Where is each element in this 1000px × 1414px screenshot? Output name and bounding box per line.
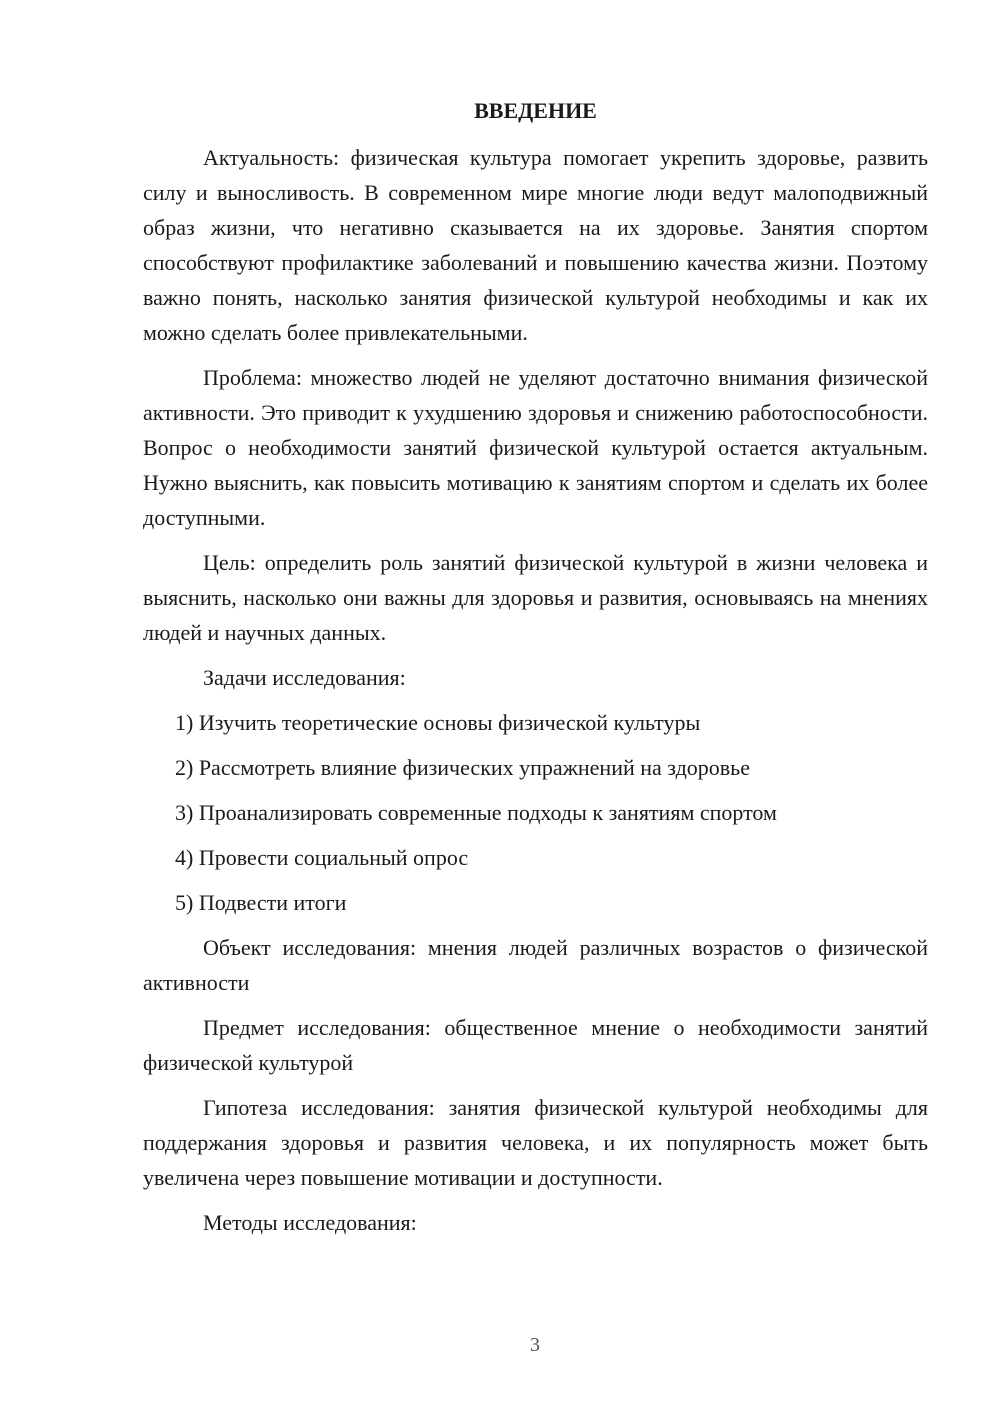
list-item-task-1: 1) Изучить теоретические основы физической культуры <box>175 710 701 735</box>
paragraph-object: Объект исследования: мнения людей различных возрастов о физической активности <box>143 935 928 995</box>
page-title: ВВЕДЕНИЕ <box>474 98 597 123</box>
list-item-task-3: 3) Проанализировать современные подходы к занятиям спортом <box>175 800 777 825</box>
paragraph-problem: Проблема: множество людей не уделяют достаточно внимания физической активности. Это приводит к ухудшению здоровья и снижению работоспособности. Вопрос о необходимости занятий физической культурой остается актуальным. Нужно выяснить, как повысить мотивацию к занятиям спортом и сделать их более доступными. <box>143 365 928 530</box>
list-item-task-4: 4) Провести социальный опрос <box>175 845 469 870</box>
paragraph-relevance: Актуальность: физическая культура помогает укрепить здоровье, развить силу и выносливость. В современном мире многие люди ведут малоподвижный образ жизни, что негативно сказывается на их здоровье. Занятия спортом способствуют профилактике заболеваний и повышению качества жизни. Поэтому важно понять, насколько занятия физической культурой необходимы и как их можно сделать более привлекательными. <box>143 145 928 345</box>
paragraph-tasks-heading: Задачи исследования: <box>203 665 406 690</box>
list-item-task-2: 2) Рассмотреть влияние физических упражнений на здоровье <box>175 755 750 780</box>
list-item-task-5: 5) Подвести итоги <box>175 890 347 915</box>
page-number: 3 <box>530 1334 540 1356</box>
paragraph-hypothesis: Гипотеза исследования: занятия физической культурой необходимы для поддержания здоровья и развития человека, и их популярность может быть увеличена через повышение мотивации и доступности. <box>143 1095 928 1190</box>
paragraph-goal: Цель: определить роль занятий физической культурой в жизни человека и выяснить, насколько они важны для здоровья и развития, основываясь на мнениях людей и научных данных. <box>143 550 928 645</box>
page-content <box>143 96 928 1250</box>
paragraph-methods-heading: Методы исследования: <box>203 1210 417 1235</box>
paragraph-subject: Предмет исследования: общественное мнение о необходимости занятий физической культурой <box>143 1015 928 1075</box>
